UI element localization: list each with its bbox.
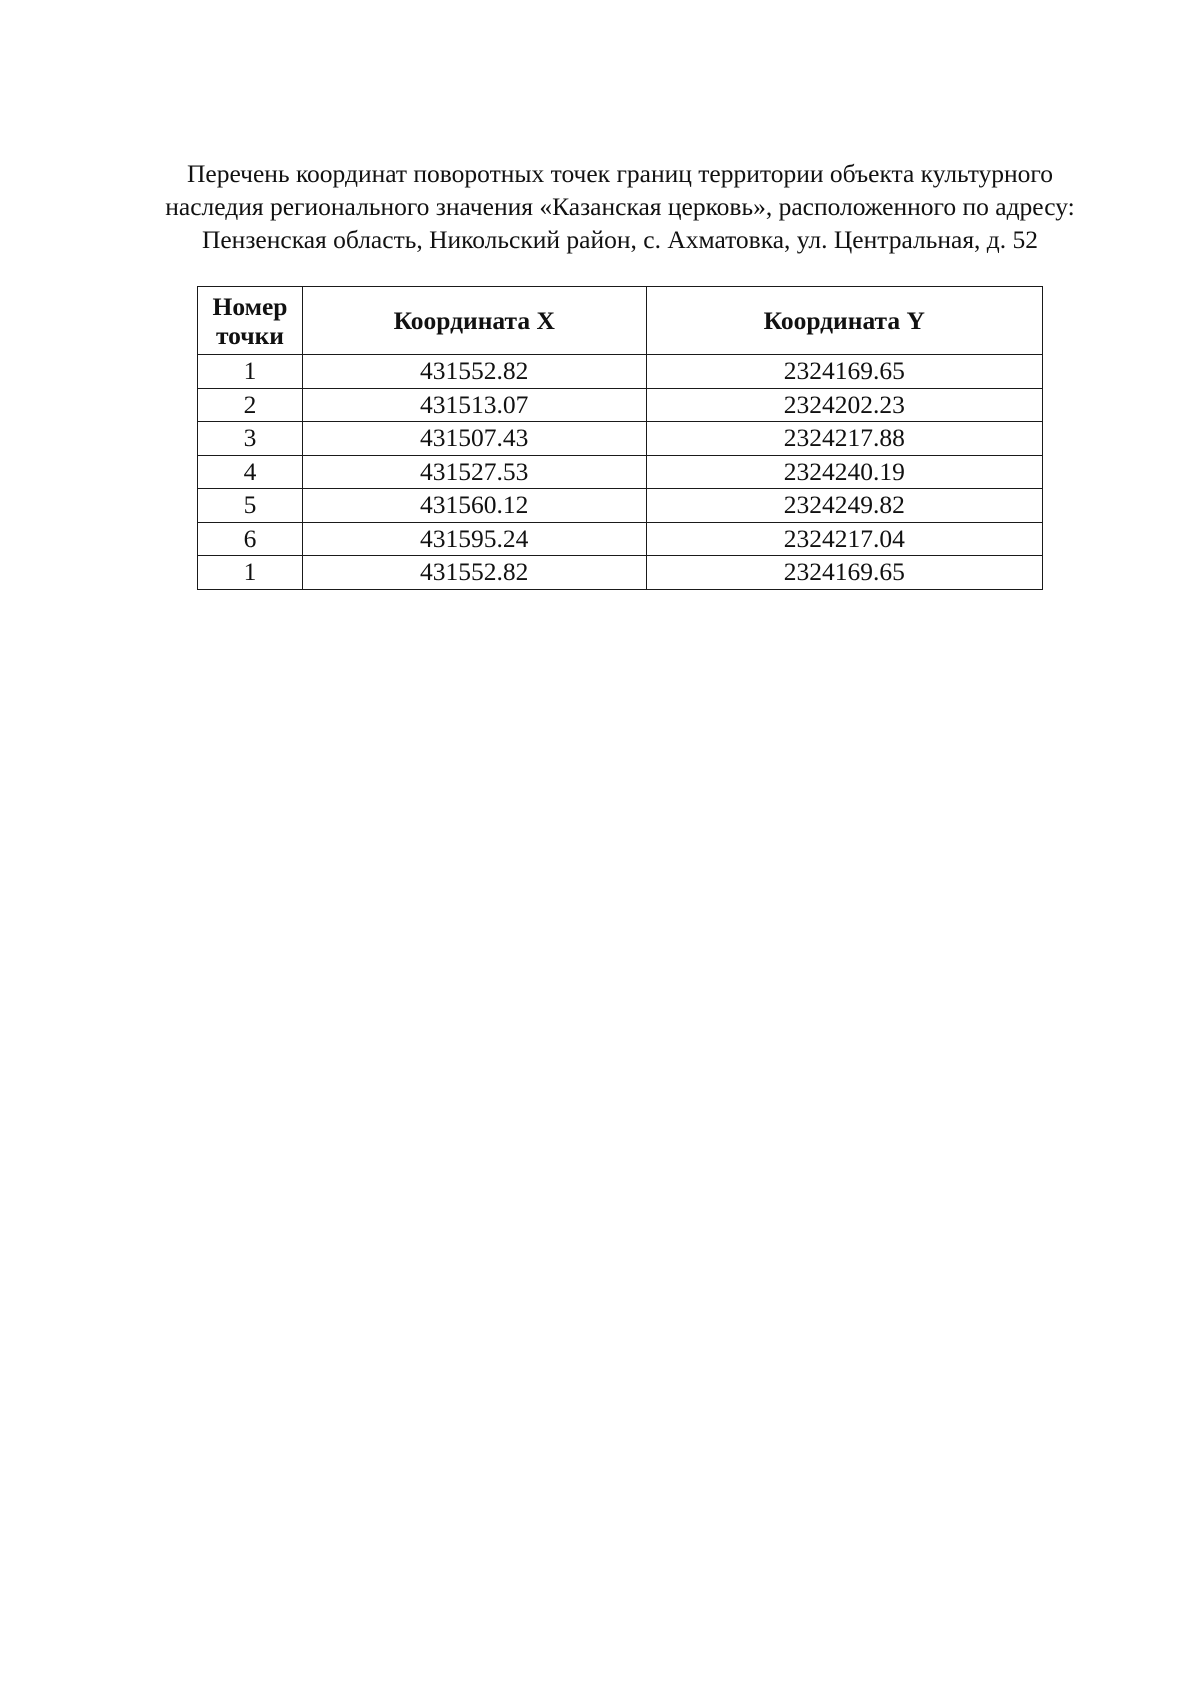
- table-row: [198, 455, 1043, 489]
- coordinate-x-cell: 431560.12: [302, 489, 646, 523]
- point-number-header: [198, 287, 303, 355]
- table-row: [198, 422, 1043, 456]
- coordinate-y-cell: 2324217.04: [646, 522, 1042, 556]
- coordinate-y-cell: 2324249.82: [646, 489, 1042, 523]
- point-number-cell: 3: [198, 422, 303, 456]
- coordinate-y-cell: 2324169.65: [646, 355, 1042, 389]
- point-number-cell: 4: [198, 455, 303, 489]
- point-number-cell: 6: [198, 522, 303, 556]
- point-number-header-line: точки: [215, 320, 284, 350]
- table-row: [198, 556, 1043, 590]
- table-row: [198, 489, 1043, 523]
- table-row: [198, 388, 1043, 422]
- coordinate-x-header: Координата X: [302, 287, 646, 355]
- point-number-header-line: Номер: [212, 291, 288, 321]
- coordinate-y-header: Координата Y: [646, 287, 1042, 355]
- point-number-cell: 2: [198, 388, 303, 422]
- coordinate-x-cell: 431552.82: [302, 556, 646, 590]
- point-number-cell: 1: [198, 556, 303, 590]
- table-row: [198, 522, 1043, 556]
- title-line: Пензенская область, Никольский район, с. Ахматовка, ул. Центральная, д. 52: [201, 225, 1039, 254]
- coordinate-x-cell: 431552.82: [302, 355, 646, 389]
- table-row: [198, 355, 1043, 389]
- coordinate-x-cell: 431507.43: [302, 422, 646, 456]
- coordinate-y-cell: 2324217.88: [646, 422, 1042, 456]
- coordinate-y-cell: 2324169.65: [646, 556, 1042, 590]
- coordinate-y-cell: 2324240.19: [646, 455, 1042, 489]
- table-header-row: [198, 287, 1043, 355]
- point-number-cell: 5: [198, 489, 303, 523]
- coordinates-table: [197, 286, 1043, 590]
- document-title: [100, 157, 1140, 256]
- coordinate-x-cell: 431595.24: [302, 522, 646, 556]
- coordinate-x-cell: 431527.53: [302, 455, 646, 489]
- title-line: Перечень координат поворотных точек границ территории объекта культурного: [187, 159, 1053, 188]
- point-number-cell: 1: [198, 355, 303, 389]
- coordinate-x-cell: 431513.07: [302, 388, 646, 422]
- coordinate-y-cell: 2324202.23: [646, 388, 1042, 422]
- title-line: наследия регионального значения «Казанская церковь», расположенного по адресу:: [165, 192, 1075, 221]
